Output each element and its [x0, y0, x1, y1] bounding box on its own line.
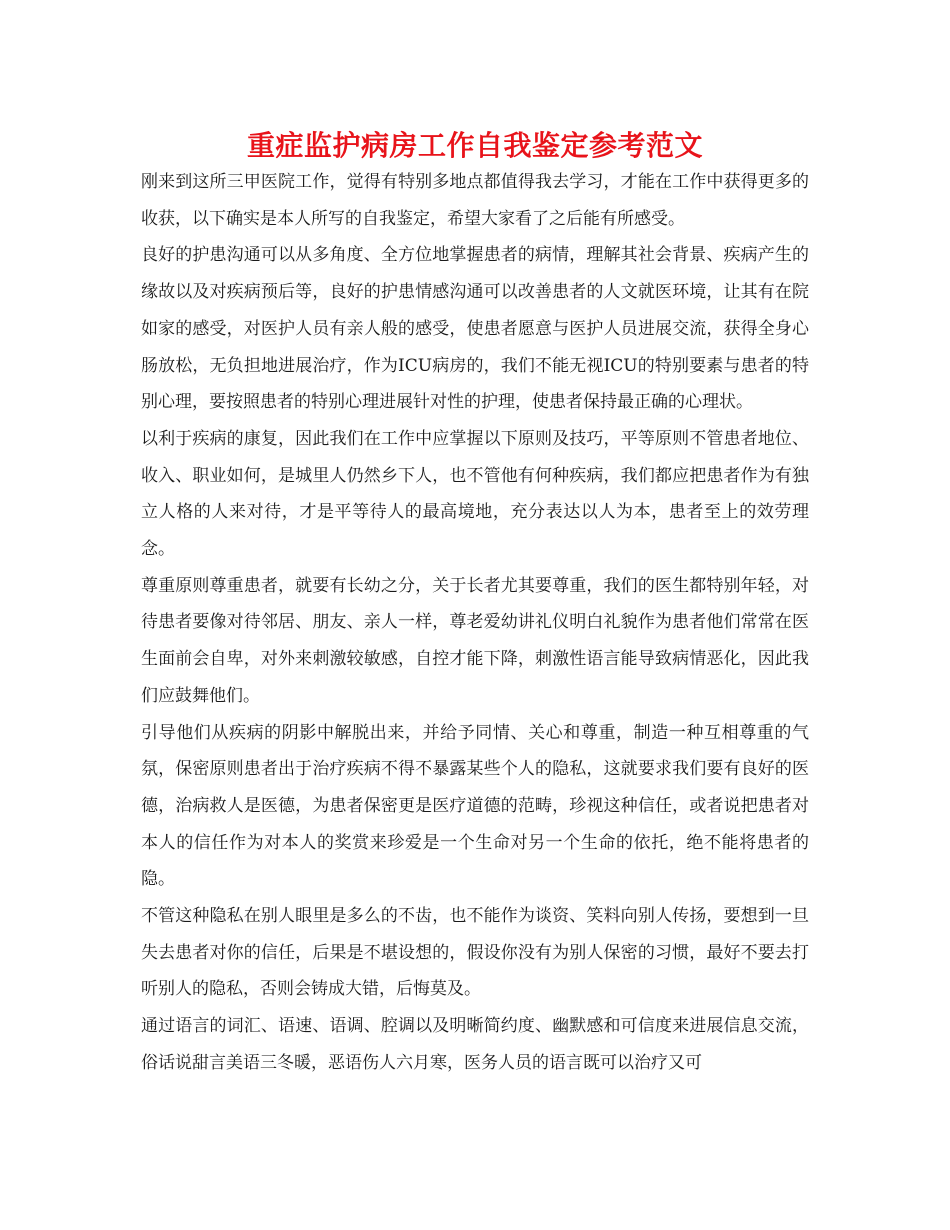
paragraph-4: 尊重原则尊重患者，就要有长幼之分，关于长者尤其要尊重，我们的医生都特别年轻，对待患者要像对待邻居、朋友、亲人一样，尊老爱幼讲礼仪明白礼貌作为患者他们常常在医生面前会自卑，对外来刺激较敏感，自控才能下降，刺激性语言能导致病情恶化，因此我们应鼓舞他们。	[141, 575, 809, 706]
document-body	[141, 164, 809, 1082]
paragraph-2: 良好的护患沟通可以从多角度、全方位地掌握患者的病情，理解其社会背景、疾病产生的缘故以及对疾病预后等，良好的护患情感沟通可以改善患者的人文就医环境，让其有在院如家的感受，对医护人员有亲人般的感受，使患者愿意与医护人员进展交流，获得全身心肠放松，无负担地进展治疗，作为ICU病房的，我们不能无视ICU的特别要素与患者的特别心理，要按照患者的特别心理进展针对性的护理，使患者保持最正确的心理状。	[141, 245, 809, 413]
paragraph-1: 刚来到这所三甲医院工作，觉得有特别多地点都值得我去学习，才能在工作中获得更多的收获，以下确实是本人所写的自我鉴定，希望大家看了之后能有所感受。	[141, 172, 809, 229]
paragraph-6: 不管这种隐私在别人眼里是多么的不齿，也不能作为谈资、笑料向别人传扬，要想到一旦失去患者对你的信任，后果是不堪设想的，假设你没有为别人保密的习惯，最好不要去打听别人的隐私，否则会铸成大错，后悔莫及。	[141, 906, 809, 1000]
document-title: 重症监护病房工作自我鉴定参考范文	[246, 129, 703, 162]
paragraph-7: 通过语言的词汇、语速、语调、腔调以及明晰简约度、幽默感和可信度来进展信息交流，俗话说甜言美语三冬暖，恶语伤人六月寒，医务人员的语言既可以治疗又可	[141, 1016, 809, 1073]
paragraph-3: 以利于疾病的康复，因此我们在工作中应掌握以下原则及技巧，平等原则不管患者地位、收入、职业如何，是城里人仍然乡下人，也不管他有何种疾病，我们都应把患者作为有独立人格的人来对待，才是平等待人的最高境地，充分表达以人为本，患者至上的效劳理念。	[141, 428, 809, 560]
paragraph-5: 引导他们从疾病的阴影中解脱出来，并给予同情、关心和尊重，制造一种互相尊重的气氛，保密原则患者出于治疗疾病不得不暴露某些个人的隐私，这就要求我们要有良好的医德，治病救人是医德，为患者保密更是医疗道德的范畴，珍视这种信任，或者说把患者对本人的信任作为对本人的奖赏来珍爱是一个生命对另一个生命的依托，绝不能将患者的隐。	[141, 722, 809, 890]
